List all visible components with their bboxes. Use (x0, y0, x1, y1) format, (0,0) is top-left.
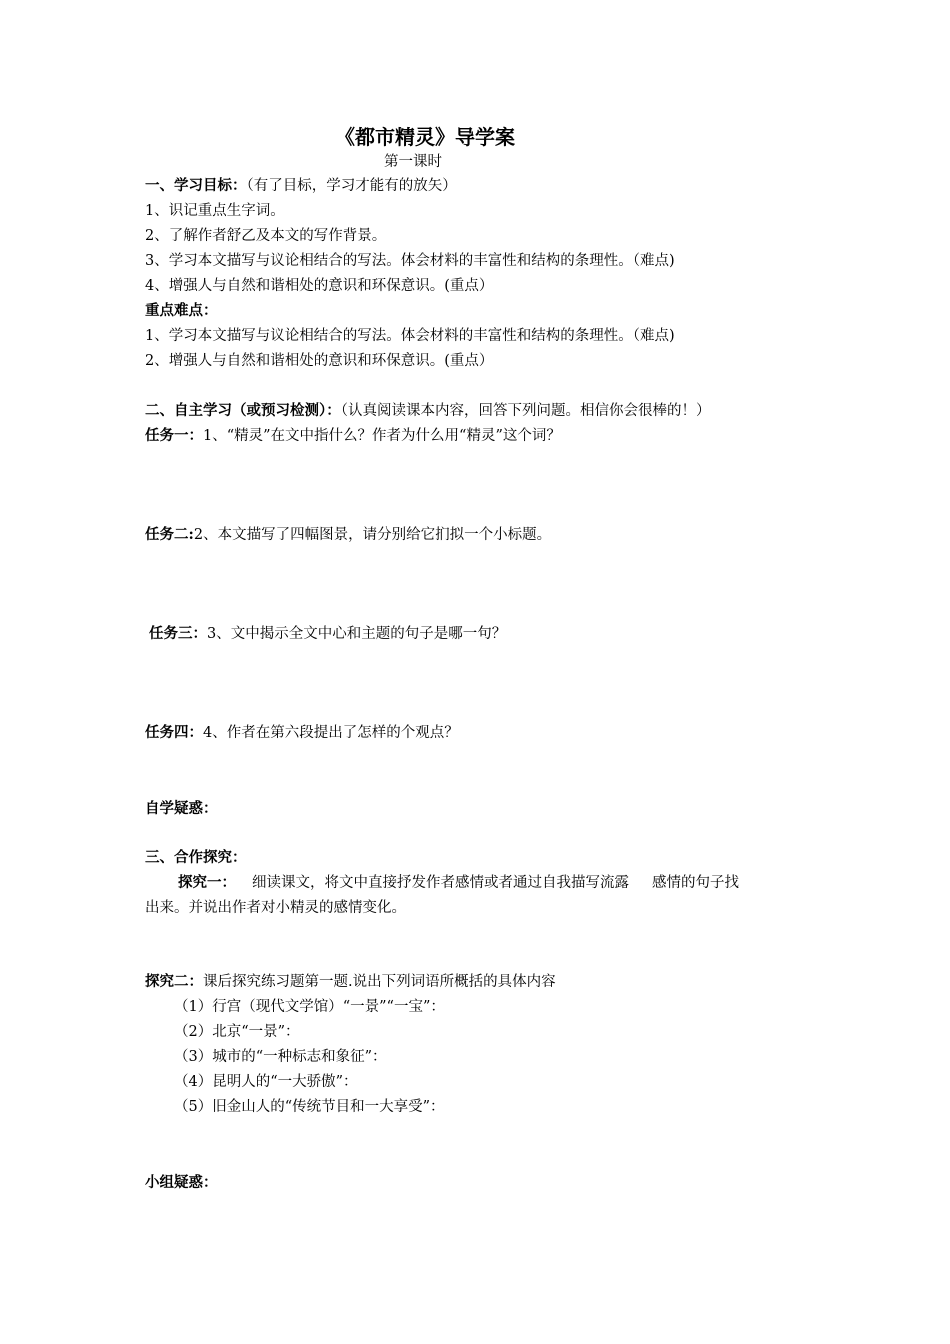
task-2 (145, 524, 551, 546)
goal-item: 3、学习本文描写与议论相结合的写法。体会材料的丰富性和结构的条理性。（难点) (145, 253, 675, 269)
explore-2-item: （2）北京“一景”： (174, 1024, 300, 1040)
group-doubts: 小组疑惑： (145, 1174, 218, 1191)
goal-item: 1、识记重点生字词。 (145, 203, 285, 219)
explore-2-item: （3）城市的“一种标志和象征”： (174, 1049, 387, 1065)
task-text: 1、“精灵”在文中指什么？作者为什么用“精灵”这个词？ (203, 428, 561, 444)
explore-1-label: 探究一： (178, 874, 236, 891)
task-text: 4、作者在第六段提出了怎样的个观点？ (203, 725, 459, 741)
task-3 (149, 623, 506, 645)
goals-line (145, 175, 457, 197)
self-study-note: （认真阅读课本内容，回答下列问题。相信你会很棒的！） (340, 403, 711, 419)
document-title: 《都市精灵》导学案 (335, 125, 515, 149)
explore-2-item: （4）昆明人的“一大骄傲”： (174, 1074, 358, 1090)
key-point-item: 2、增强人与自然和谐相处的意识和环保意识。(重点） (145, 353, 494, 369)
task-text: 2、本文描写了四幅图景，请分别给它扪拟一个小标题。 (193, 527, 552, 543)
task-label: 任务三： (149, 625, 207, 642)
goal-item: 4、增强人与自然和谐相处的意识和环保意识。(重点） (145, 278, 494, 294)
self-study-line (145, 400, 711, 422)
task-label: 任务四： (145, 724, 203, 741)
task-label: 任务一： (145, 427, 203, 444)
explore-2-line (145, 971, 556, 993)
explore-2-label: 探究二： (145, 973, 203, 990)
key-points-heading: 重点难点： (145, 302, 218, 319)
key-point-item: 1、学习本文描写与议论相结合的写法。体会材料的丰富性和结构的条理性。（难点) (145, 328, 675, 344)
goals-heading: 一、学习目标： (145, 177, 247, 194)
self-study-doubts: 自学疑惑： (145, 800, 218, 817)
task-text: 3、文中揭示全文中心和主题的句子是哪一句？ (207, 626, 507, 642)
explore-1-line-1 (178, 872, 739, 894)
explore-2-text: 课后探究练习题第一题.说出下列词语所概括的具体内容 (203, 974, 556, 990)
task-label: 任务二: (145, 526, 194, 543)
self-study-heading: 二、自主学习（或预习检测）： (145, 402, 341, 419)
explore-2-item: （1）行宫（现代文学馆）“一景”“一宝”： (174, 999, 445, 1015)
goal-item: 2、了解作者舒乙及本文的写作背景。 (145, 228, 387, 244)
explore-2-item: （5）旧金山人的“传统节目和一大享受”： (174, 1099, 445, 1115)
task-1 (145, 425, 561, 447)
explore-1-text-cont: 感情的句子找 (652, 875, 739, 891)
explore-1-text: 细读课文，将文中直接抒发作者感情或者通过自我描写流露 (252, 875, 629, 891)
document-subtitle: 第一课时 (384, 154, 442, 170)
cooperation-heading: 三、合作探究： (145, 849, 247, 866)
task-4 (145, 722, 459, 744)
explore-1-line-2: 出来。并说出作者对小精灵的感情变化。 (145, 900, 406, 916)
goals-note: （有了目标，学习才能有的放矢） (246, 178, 457, 194)
